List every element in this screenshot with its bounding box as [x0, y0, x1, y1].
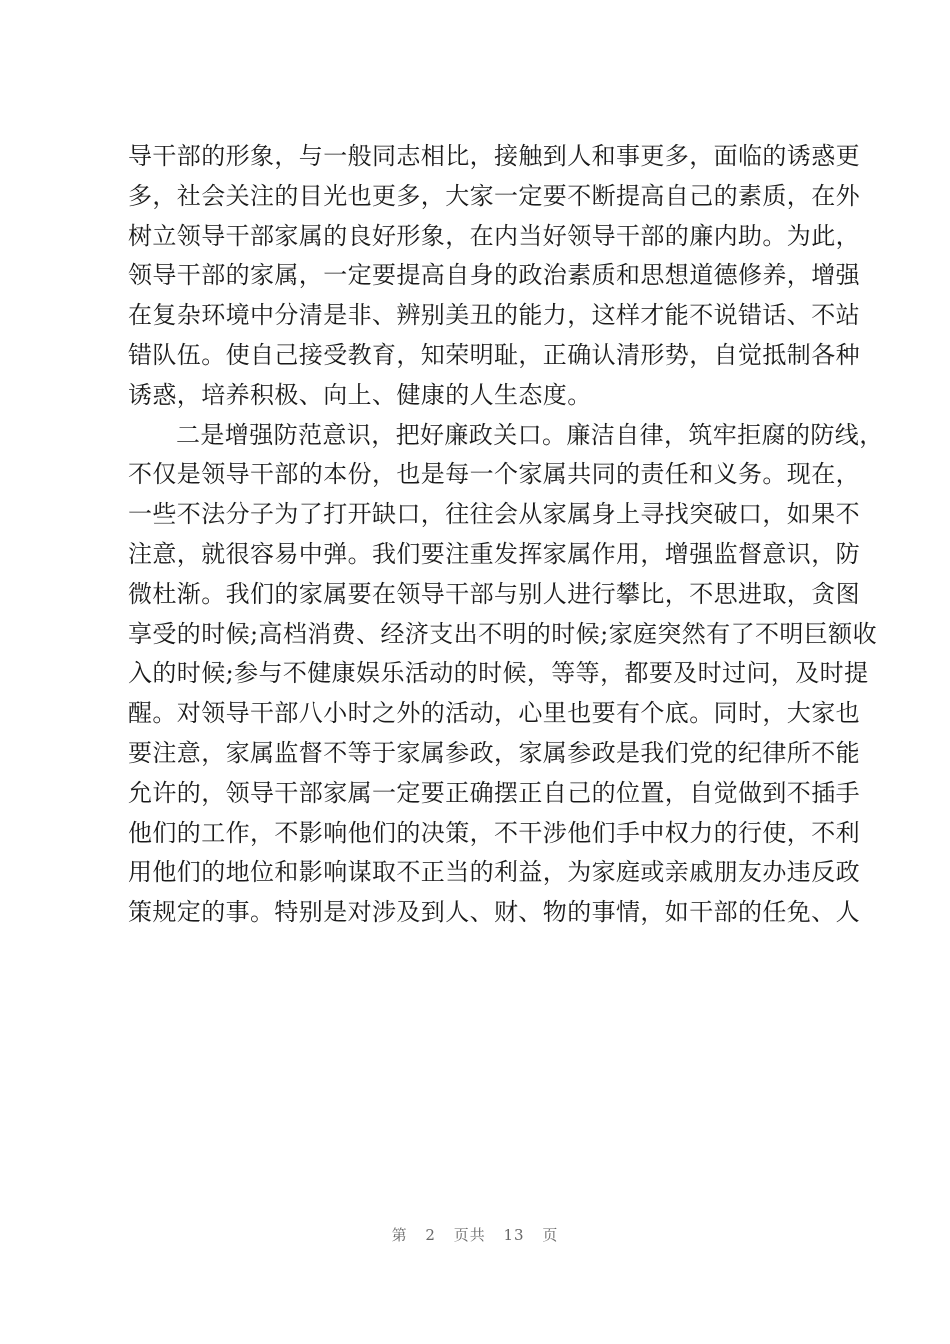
footer-total-pages: 13	[503, 1226, 525, 1244]
text-line: 醒。对领导干部八小时之外的活动，心里也要有个底。同时，大家也	[128, 699, 860, 728]
text-line: 不仅是领导干部的本份，也是每一个家属共同的责任和义务。现在，	[128, 460, 860, 489]
text-line: 多，社会关注的目光也更多，大家一定要不断提高自己的素质，在外	[128, 181, 860, 210]
text-line: 导干部的形象，与一般同志相比，接触到人和事更多，面临的诱惑更	[128, 142, 860, 170]
text-line: 他们的工作，不影响他们的决策，不干涉他们手中权力的行使，不利	[128, 818, 860, 847]
text-line: 一些不法分子为了打开缺口，往往会从家属身上寻找突破口，如果不	[128, 500, 860, 529]
page-footer	[0, 1224, 950, 1245]
text-line: 在复杂环境中分清是非、辨别美丑的能力，这样才能不说错话、不站	[128, 301, 860, 330]
footer-middle: 页共	[453, 1226, 486, 1244]
text-line: 入的时候;参与不健康娱乐活动的时候，等等，都要及时过问，及时提	[128, 659, 869, 688]
text-line: 错队伍。使自己接受教育，知荣明耻，正确认清形势，自觉抵制各种	[128, 340, 860, 369]
text-line: 要注意，家属监督不等于家属参政，家属参政是我们党的纪律所不能	[128, 738, 860, 767]
footer-prefix: 第	[391, 1226, 408, 1244]
text-line: 领导干部的家属，一定要提高自身的政治素质和思想道德修养，增强	[128, 261, 860, 290]
text-line: 享受的时候;高档消费、经济支出不明的时候;家庭突然有了不明巨额收	[128, 619, 877, 648]
footer-current-page: 2	[425, 1226, 436, 1244]
text-line: 树立领导干部家属的良好形象，在内当好领导干部的廉内助。为此，	[128, 221, 860, 250]
text-line: 微杜渐。我们的家属要在领导干部与别人进行攀比，不思进取，贪图	[128, 579, 860, 608]
footer-suffix: 页	[542, 1226, 559, 1244]
text-line: 注意，就很容易中弹。我们要注重发挥家属作用，增强监督意识，防	[128, 539, 860, 568]
body-text	[128, 137, 884, 933]
text-line: 诱惑，培养积极、向上、健康的人生态度。	[128, 380, 592, 409]
text-line: 用他们的地位和影响谋取不正当的利益，为家庭或亲戚朋友办违反政	[128, 858, 860, 887]
paragraph-start-line: 二是增强防范意识，把好廉政关口。廉洁自律，筑牢拒腐的防线，	[176, 420, 884, 449]
text-line: 允许的，领导干部家属一定要正确摆正自己的位置，自觉做到不插手	[128, 778, 860, 807]
text-line: 策规定的事。特别是对涉及到人、财、物的事情，如干部的任免、人	[128, 898, 860, 927]
